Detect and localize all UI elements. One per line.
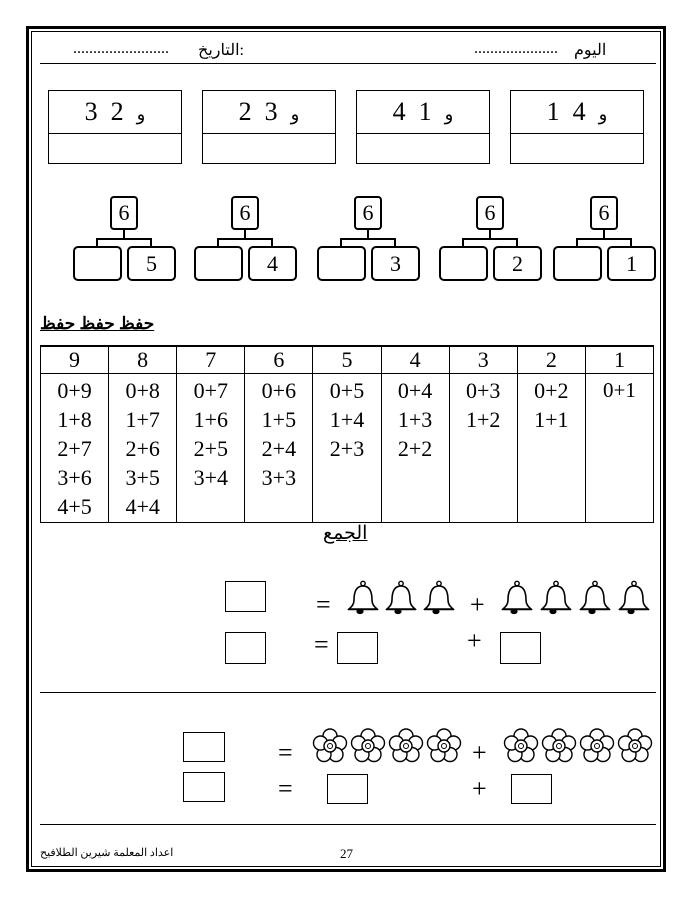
bell-icon	[346, 580, 380, 616]
pair-a: 1	[546, 97, 560, 126]
fact: 3+4	[193, 465, 228, 490]
facts-cell	[585, 374, 653, 523]
fact: 1+5	[261, 407, 297, 432]
column-header: 1	[585, 346, 653, 374]
date-dots: ........................	[73, 40, 169, 57]
pair-b: 2	[110, 97, 124, 126]
fact: 3+5	[125, 465, 160, 490]
bell-icon	[578, 580, 612, 616]
bond-part: 3	[371, 246, 420, 281]
pair-conj: و	[444, 104, 454, 124]
bond-whole: 6	[476, 196, 504, 230]
plus-sign: +	[470, 590, 485, 619]
bell-icon	[422, 580, 456, 616]
pair-box	[356, 90, 490, 164]
answer-box[interactable]	[225, 632, 266, 664]
fact: 4+4	[125, 494, 160, 519]
fact: 2+4	[261, 436, 297, 461]
flower-icon	[617, 728, 653, 764]
fact: 4+5	[57, 494, 92, 519]
fact: 1+3	[397, 407, 433, 432]
author-credit: اعداد المعلمة شيرين الطلافيح	[40, 847, 174, 859]
bond-part: 5	[127, 246, 176, 281]
plus-sign: +	[467, 626, 482, 655]
fact: 1+1	[534, 407, 569, 432]
bond-whole: 6	[590, 196, 618, 230]
fact: 0+8	[125, 378, 160, 403]
pair-conj: و	[598, 104, 608, 124]
fact: 0+4	[397, 378, 433, 403]
fact: 2+3	[329, 436, 365, 461]
addend-box[interactable]	[337, 632, 378, 664]
equals-sign: =	[314, 630, 329, 659]
flower-icon	[388, 728, 424, 764]
footer-rule	[40, 824, 656, 825]
fact: 1+6	[193, 407, 228, 432]
facts-cell	[313, 374, 381, 523]
plus-sign: +	[472, 738, 487, 767]
flower-icon	[312, 728, 348, 764]
fact: 0+9	[57, 378, 92, 403]
fact: 0+2	[534, 378, 569, 403]
flower-icon	[350, 728, 386, 764]
answer-box[interactable]	[183, 772, 225, 802]
section-rule	[40, 692, 656, 693]
pair-a: 3	[84, 97, 98, 126]
fact: 1+7	[125, 407, 160, 432]
bell-icon	[500, 580, 534, 616]
bell-icon	[539, 580, 573, 616]
facts-cell	[41, 374, 109, 523]
fact: 0+6	[261, 378, 297, 403]
bond-whole: 6	[110, 196, 138, 230]
bond-blank-box[interactable]	[317, 246, 366, 281]
fact: 0+1	[603, 378, 636, 402]
addend-box[interactable]	[500, 632, 541, 664]
number-bond	[73, 196, 185, 288]
plus-sign: +	[472, 774, 487, 803]
number-bond	[194, 196, 306, 288]
date-label: التاريخ:	[198, 42, 244, 59]
pair-b: 1	[418, 97, 432, 126]
addend-box[interactable]	[327, 774, 368, 804]
column-header: 7	[177, 346, 245, 374]
pair-box	[510, 90, 644, 164]
number-bond	[317, 196, 429, 288]
flower-icon	[579, 728, 615, 764]
facts-cell	[177, 374, 245, 523]
facts-cell	[109, 374, 177, 523]
column-header: 2	[517, 346, 585, 374]
bond-part: 4	[248, 246, 297, 281]
column-header: 3	[449, 346, 517, 374]
pair-b: 4	[572, 97, 586, 126]
fact: 2+6	[125, 436, 160, 461]
number-bond	[553, 196, 665, 288]
page-number: 27	[340, 846, 353, 861]
column-header: 4	[381, 346, 449, 374]
bond-blank-box[interactable]	[194, 246, 243, 281]
column-header: 6	[245, 346, 313, 374]
fact: 2+7	[57, 436, 92, 461]
pair-a: 2	[238, 97, 252, 126]
bell-icon	[617, 580, 651, 616]
fact: 1+8	[57, 407, 92, 432]
bond-whole: 6	[354, 196, 382, 230]
flower-icon	[503, 728, 539, 764]
answer-box[interactable]	[225, 581, 266, 612]
addend-box[interactable]	[511, 774, 552, 804]
flower-icon	[426, 728, 462, 764]
flower-icon	[541, 728, 577, 764]
pair-b: 3	[264, 97, 278, 126]
pair-box	[202, 90, 336, 164]
fact: 2+2	[397, 436, 433, 461]
pair-box	[48, 90, 182, 164]
fact: 2+5	[193, 436, 228, 461]
fact: 3+6	[57, 465, 92, 490]
fact: 0+7	[193, 378, 228, 403]
facts-cell	[245, 374, 313, 523]
pair-a: 4	[392, 97, 406, 126]
addition-facts-table	[40, 345, 654, 523]
column-header: 8	[109, 346, 177, 374]
bell-icon	[384, 580, 418, 616]
bond-part: 2	[493, 246, 542, 281]
fact: 0+3	[466, 378, 501, 403]
memorize-heading: حفظ حفظ حفظ	[40, 314, 155, 333]
number-bond	[439, 196, 551, 288]
day-label: اليوم	[574, 42, 607, 59]
facts-cell	[449, 374, 517, 523]
fact: 1+4	[329, 407, 365, 432]
answer-box[interactable]	[183, 732, 225, 762]
equals-sign: =	[278, 738, 293, 767]
pair-conj: و	[290, 104, 300, 124]
pair-conj: و	[136, 104, 146, 124]
bond-blank-box[interactable]	[73, 246, 122, 281]
fact: 0+5	[329, 378, 365, 403]
bond-part: 1	[607, 246, 656, 281]
equals-sign: =	[316, 590, 331, 619]
facts-cell	[381, 374, 449, 523]
bond-blank-box[interactable]	[553, 246, 602, 281]
column-header: 9	[41, 346, 109, 374]
column-header: 5	[313, 346, 381, 374]
addition-title: الجمع	[323, 523, 368, 544]
fact: 3+3	[261, 465, 297, 490]
header-rule	[40, 63, 656, 64]
bond-blank-box[interactable]	[439, 246, 488, 281]
bond-whole: 6	[231, 196, 259, 230]
equals-sign: =	[278, 774, 293, 803]
facts-cell	[517, 374, 585, 523]
fact: 1+2	[466, 407, 501, 432]
day-dots: .....................	[474, 40, 558, 57]
